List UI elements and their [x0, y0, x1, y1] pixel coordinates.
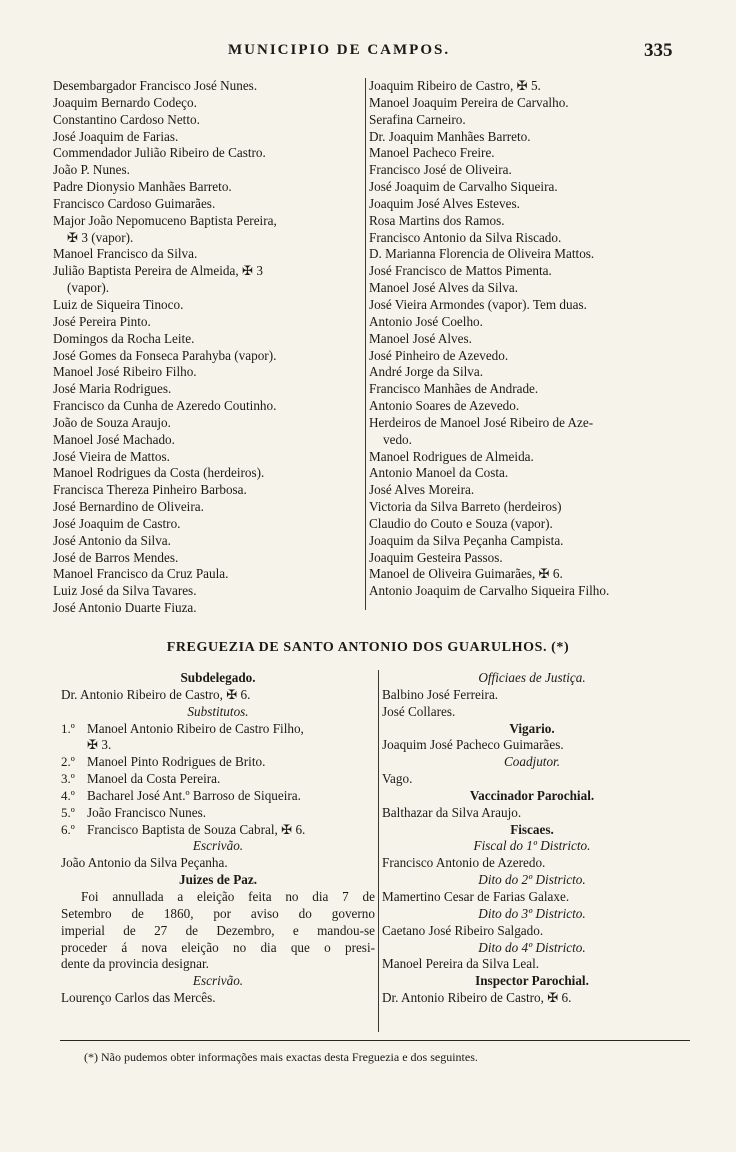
list-item: José Antonio da Silva. [53, 532, 171, 548]
substituto-name: João Francisco Nunes. [87, 804, 207, 820]
list-item: José Francisco de Mattos Pimenta. [369, 263, 552, 279]
official-name: Balbino José Ferreira. [382, 686, 499, 702]
list-item: Francisco Antonio da Silva Riscado. [369, 229, 562, 245]
list-item: Antonio Manoel da Costa. [369, 465, 509, 481]
district-1-heading: Fiscal do 1º Districto. [473, 838, 591, 854]
list-item: Francisco Cardoso Guimarães. [53, 195, 216, 211]
juizes-heading: Juizes de Paz. [178, 872, 257, 888]
list-item: José Bernardino de Oliveira. [53, 499, 204, 515]
list-item: Manoel Rodrigues de Almeida. [369, 448, 534, 464]
escrivao2-heading: Escrivão. [192, 973, 244, 989]
substituto-order: 2.º [61, 754, 75, 770]
list-item: José Joaquim de Carvalho Siqueira. [369, 179, 558, 195]
list-item: Commendador Julião Ribeiro de Castro. [53, 145, 266, 161]
fiscaes-heading: Fiscaes. [510, 821, 554, 837]
substituto-row [61, 721, 375, 738]
list-item: Desembargador Francisco José Nunes. [53, 78, 258, 93]
landowners-list-left [53, 78, 364, 617]
footnote-rule [60, 1040, 690, 1041]
list-item: Manoel José Alves. [369, 330, 472, 346]
juizes-line: dente da provincia designar. [61, 956, 209, 972]
list-item: Manoel Pacheco Freire. [369, 145, 495, 161]
substituto-name: Manoel da Costa Pereira. [87, 771, 221, 787]
list-item: Luiz José da Silva Tavares. [53, 583, 197, 599]
district-3-heading: Dito do 3º Districto. [478, 905, 586, 921]
list-item: José Pereira Pinto. [53, 313, 151, 329]
page-number: 335 [644, 40, 673, 61]
list-item: Antonio Joaquim de Carvalho Siqueira Filho. [369, 583, 610, 599]
list-item: José Joaquim de Castro. [53, 515, 181, 531]
list-item: André Jorge da Silva. [369, 364, 484, 380]
district-1-name: Francisco Antonio de Azeredo. [382, 855, 546, 871]
substituto-name: Manoel Antonio Ribeiro de Castro Filho, [87, 720, 304, 736]
coadjutor-name: Vago. [382, 771, 413, 787]
coadjutor-heading: Coadjutor. [503, 754, 561, 770]
inspector-heading: Inspector Parochial. [475, 973, 589, 989]
juizes-line: Foi annullada a eleição feita no dia 7 de [81, 888, 375, 904]
substitutos-list [61, 721, 375, 839]
juizes-paragraph [61, 889, 375, 973]
subdelegado-name: Dr. Antonio Ribeiro de Castro, ✠ 6. [61, 686, 251, 702]
substituto-name: Francisco Baptista de Souza Cabral, ✠ 6. [87, 821, 306, 837]
list-item: Luiz de Siqueira Tinoco. [53, 296, 184, 312]
substituto-row [61, 754, 375, 771]
list-item: José Maria Rodrigues. [53, 381, 172, 397]
column-divider [365, 78, 366, 610]
list-item: Francisco Manhães de Andrade. [369, 381, 539, 397]
list-item: José Gomes da Fonseca Parahyba (vapor). [53, 347, 277, 363]
list-item: José Alves Moreira. [369, 482, 475, 498]
substituto-row [61, 788, 375, 805]
list-item: Manoel José Alves da Silva. [369, 280, 519, 296]
list-item: Domingos da Rocha Leite. [53, 330, 195, 346]
list-item: Manoel José Ribeiro Filho. [53, 364, 197, 380]
list-item: Manoel Joaquim Pereira de Carvalho. [369, 94, 569, 110]
escrivao-name: João Antonio da Silva Peçanha. [61, 855, 228, 871]
list-item: José de Barros Mendes. [53, 549, 179, 565]
list-item: João P. Nunes. [53, 162, 130, 178]
list-item: vedo. [383, 431, 412, 447]
list-item: Joaquim Ribeiro de Castro, ✠ 5. [369, 78, 541, 93]
district-2-name: Mamertino Cesar de Farias Galaxe. [382, 888, 570, 904]
list-item: (vapor). [67, 280, 110, 296]
inspector-name: Dr. Antonio Ribeiro de Castro, ✠ 6. [382, 990, 572, 1006]
substituto-order: 6.º [61, 821, 75, 837]
list-item: Manoel Francisco da Cruz Paula. [53, 566, 229, 582]
running-head [0, 42, 736, 66]
substituto-name: Manoel Pinto Rodrigues de Brito. [87, 754, 266, 770]
district-2-heading: Dito do 2º Districto. [478, 872, 586, 888]
list-item: Antonio José Coelho. [369, 313, 483, 329]
list-item: Constantino Cardoso Netto. [53, 111, 200, 127]
list-item: Joaquim José Alves Esteves. [369, 195, 520, 211]
district-4-heading: Dito do 4º Districto. [478, 939, 586, 955]
list-item: Victoria da Silva Barreto (herdeiros) [369, 499, 562, 515]
list-item: José Vieira de Mattos. [53, 448, 170, 464]
juizes-line: proceder á nova eleição no dia que o presi- [61, 939, 375, 955]
list-item: Francisco José de Oliveira. [369, 162, 512, 178]
officiaes-heading: Officiaes de Justiça. [478, 670, 586, 685]
substituto-row [61, 805, 375, 822]
list-item: Antonio Soares de Azevedo. [369, 398, 520, 414]
substituto-order: 3.º [61, 771, 75, 787]
list-item: José Vieira Armondes (vapor). Tem duas. [369, 296, 587, 312]
escrivao-heading: Escrivão. [192, 838, 244, 854]
juizes-line: imperial de 27 de Dezembro, e mandou-se [61, 922, 375, 938]
authorities-right [382, 670, 682, 1007]
list-item: João de Souza Araujo. [53, 414, 171, 430]
district-4-name: Manoel Pereira da Silva Leal. [382, 956, 540, 972]
district-3-name: Caetano José Ribeiro Salgado. [382, 922, 544, 938]
list-item: Joaquim da Silva Peçanha Campista. [369, 532, 564, 548]
substituto-name: Bacharel José Ant.º Barroso de Siqueira. [87, 787, 301, 803]
section-title: FREGUEZIA DE SANTO ANTONIO DOS GUARULHOS. (*) [166, 640, 570, 655]
subdelegado-heading: Subdelegado. [180, 670, 256, 685]
column-divider-lower [378, 670, 379, 1032]
substituto-row [61, 771, 375, 788]
juizes-line: Setembro de 1860, por aviso do governo [61, 905, 375, 921]
list-item: Serafina Carneiro. [369, 111, 466, 127]
substituto-order: 4.º [61, 787, 75, 803]
vaccinador-heading: Vaccinador Parochial. [469, 787, 595, 803]
substituto-name: ✠ 3. [87, 737, 112, 753]
landowners-list-right [369, 78, 685, 600]
substituto-row [61, 822, 375, 839]
substitutos-heading: Substitutos. [187, 703, 249, 719]
list-item: Francisco da Cunha de Azeredo Coutinho. [53, 398, 277, 414]
list-item: Manoel Rodrigues da Costa (herdeiros). [53, 465, 265, 481]
list-item: Dr. Joaquim Manhães Barreto. [369, 128, 531, 144]
authorities-left [61, 670, 375, 1007]
list-item: D. Marianna Florencia de Oliveira Mattos. [369, 246, 595, 262]
list-item: Joaquim Gesteira Passos. [369, 549, 503, 565]
list-item: Manoel José Machado. [53, 431, 175, 447]
footnote: (*) Não pudemos obter informações mais exactas desta Freguezia e dos seguintes. [84, 1050, 478, 1064]
list-item: Joaquim Bernardo Codeço. [53, 94, 197, 110]
list-item: Major João Nepomuceno Baptista Pereira, [53, 212, 277, 228]
list-item: Padre Dionysio Manhães Barreto. [53, 179, 232, 195]
substituto-order: 5.º [61, 804, 75, 820]
list-item: Manoel Francisco da Silva. [53, 246, 198, 262]
list-item: Rosa Martins dos Ramos. [369, 212, 505, 228]
list-item: José Antonio Duarte Fiuza. [53, 600, 197, 616]
list-item: José Pinheiro de Azevedo. [369, 347, 509, 363]
substituto-order: 1.º [61, 720, 75, 736]
vigario-heading: Vigario. [509, 720, 555, 736]
substituto-row [61, 737, 375, 754]
page-title: MUNICIPIO DE CAMPOS. [228, 42, 451, 58]
list-item: Claudio do Couto e Souza (vapor). [369, 515, 553, 531]
list-item: Julião Baptista Pereira de Almeida, ✠ 3 [53, 263, 263, 279]
vaccinador-name: Balthazar da Silva Araujo. [382, 804, 522, 820]
list-item: José Joaquim de Farias. [53, 128, 179, 144]
escrivao2-name: Lourenço Carlos das Mercês. [61, 990, 216, 1006]
vigario-name: Joaquim José Pacheco Guimarães. [382, 737, 564, 753]
list-item: ✠ 3 (vapor). [67, 229, 134, 245]
list-item: Herdeiros de Manoel José Ribeiro de Aze- [369, 414, 594, 430]
list-item: Manoel de Oliveira Guimarães, ✠ 6. [369, 566, 563, 582]
list-item: Francisca Thereza Pinheiro Barbosa. [53, 482, 247, 498]
official-name: José Collares. [382, 703, 456, 719]
